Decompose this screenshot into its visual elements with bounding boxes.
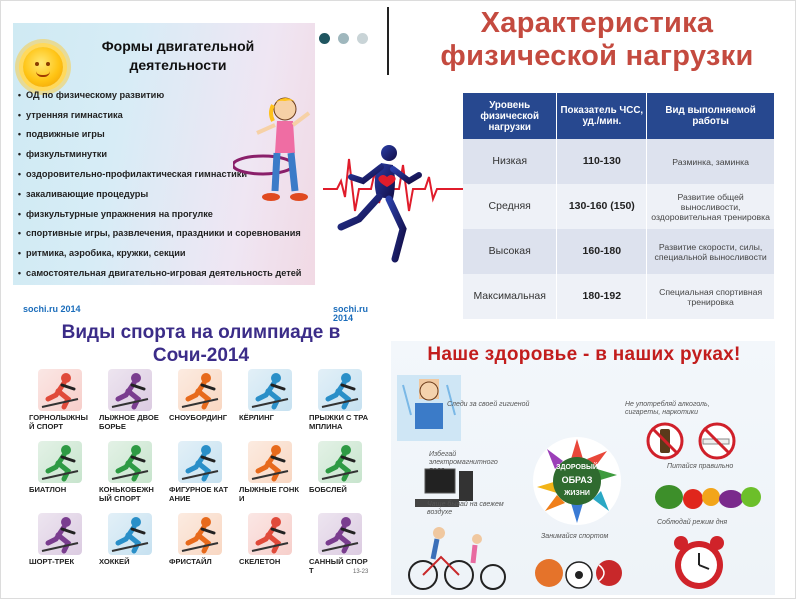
dot-icon — [319, 33, 330, 44]
forms-panel — [13, 23, 315, 285]
bullet-icon: • — [17, 149, 22, 160]
athlete-pictogram-icon — [38, 513, 82, 555]
sport-card — [165, 513, 235, 581]
table-row — [463, 139, 775, 184]
forms-list-label: самостоятельная двигательно-игровая деятельность детей — [26, 268, 302, 279]
table-row — [463, 229, 775, 274]
sport-label: КОНЬКОБЕЖНЫЙ СПОРТ — [99, 485, 154, 503]
sport-label: КЁРЛИНГ — [239, 413, 274, 422]
sport-label: ЛЫЖНЫЕ ГОНКИ — [239, 485, 299, 503]
child-hula-hoop-icon — [233, 95, 315, 215]
heart-rate-cell: 180-192 — [557, 274, 647, 319]
forms-list-label: оздоровительно-профилактическая гимнастики — [26, 169, 247, 180]
olympics-title: Виды спорта на олимпиаде в Сочи-2014 — [61, 322, 341, 366]
forms-list-label: подвижные игры — [26, 129, 105, 140]
athlete-pictogram-icon — [248, 369, 292, 411]
sport-card — [235, 369, 305, 437]
athlete-pictogram-icon — [38, 441, 82, 483]
bullet-icon: • — [17, 129, 22, 140]
sport-card — [25, 441, 95, 509]
athlete-pictogram-icon — [108, 441, 152, 483]
bullet-icon: • — [17, 109, 22, 120]
sport-card — [235, 513, 305, 581]
bullet-icon: • — [17, 188, 22, 199]
athlete-pictogram-icon — [108, 369, 152, 411]
forms-list-item — [13, 243, 313, 263]
athlete-pictogram-icon — [178, 513, 222, 555]
cycling-family-icon — [403, 521, 509, 593]
page-number: 13-23 — [353, 569, 369, 575]
sport-label: ФРИСТАЙЛ — [169, 557, 212, 566]
heart-rate-cell: 160-180 — [557, 229, 647, 274]
athlete-pictogram-icon — [318, 369, 362, 411]
sport-card — [95, 441, 165, 509]
sport-label: СКЕЛЕТОН — [239, 557, 281, 566]
caption-regime: Соблюдай режим дня — [657, 519, 728, 526]
forms-list-label: физкультурные упражнения на прогулке — [26, 208, 213, 219]
caption-no-alcohol: Не употребляй алкоголь, сигареты, наркотики — [625, 401, 710, 416]
athlete-pictogram-icon — [38, 369, 82, 411]
forms-list-label: закаливающие процедуры — [26, 188, 149, 199]
athlete-pictogram-icon — [248, 513, 292, 555]
load-level-cell: Максимальная — [463, 274, 557, 319]
bullet-icon: • — [17, 268, 22, 279]
work-type-cell: Специальная спортивная тренировка — [647, 274, 775, 319]
runner-heartbeat-icon — [323, 141, 465, 267]
slide-dots — [319, 33, 368, 44]
load-table-body — [463, 139, 775, 319]
sports-grid — [25, 369, 375, 581]
forms-list-label: утренняя гимнастика — [26, 109, 123, 120]
sport-label: СНОУБОРДИНГ — [169, 413, 228, 422]
sport-card — [165, 441, 235, 509]
dot-icon — [338, 33, 349, 44]
header-work: Вид выполняемой работы — [647, 93, 775, 139]
load-level-cell: Средняя — [463, 184, 557, 229]
heart-rate-cell: 110-130 — [557, 139, 647, 184]
bullet-icon: • — [17, 248, 22, 259]
forms-title: Формы двигательной деятельности — [101, 38, 255, 73]
bullet-icon: • — [17, 228, 22, 239]
forms-list-label: спортивные игры, развлечения, праздники и соревнования — [26, 228, 301, 239]
table-row — [463, 184, 775, 229]
sport-card — [95, 369, 165, 437]
sport-label: ГОРНОЛЫЖНЫЙ СПОРТ — [29, 413, 88, 431]
sport-card — [235, 441, 305, 509]
sport-label: ФИГУРНОЕ КАТАНИЕ — [169, 485, 228, 503]
sochi-logo-left: sochi.ru 2014 — [23, 304, 81, 314]
circle-text-2: ОБРАЗ — [561, 475, 593, 485]
healthy-lifestyle-hands-icon — [531, 435, 623, 527]
sport-card — [165, 369, 235, 437]
work-type-cell: Развитие скорости, силы, специальной выносливости — [647, 229, 775, 274]
dot-icon — [357, 33, 368, 44]
sport-card — [25, 369, 95, 437]
caption-eat: Питайся правильно — [667, 463, 734, 470]
bullet-icon: • — [17, 208, 22, 219]
sport-label: ШОРТ-ТРЕК — [29, 557, 75, 566]
heart-rate-cell: 130-160 (150) — [557, 184, 647, 229]
load-level-cell: Низкая — [463, 139, 557, 184]
circle-text-1: ЗДОРОВЫЙ — [556, 464, 598, 471]
forms-list-label: ритмика, аэробика, кружки, секции — [26, 248, 186, 259]
work-type-cell: Разминка, заминка — [647, 139, 775, 184]
header-hr: Показатель ЧСС, уд./мин. — [557, 93, 647, 139]
athlete-pictogram-icon — [178, 369, 222, 411]
athlete-pictogram-icon — [318, 513, 362, 555]
forms-list-item — [13, 263, 313, 283]
sport-card — [305, 369, 375, 437]
load-table — [463, 93, 775, 319]
sport-label: БИАТЛОН — [29, 485, 67, 494]
health-title: Наше здоровье - в наших руках! — [427, 344, 741, 365]
sport-card — [305, 441, 375, 509]
health-panel — [391, 341, 775, 595]
sport-card — [95, 513, 165, 581]
athlete-pictogram-icon — [248, 441, 292, 483]
load-level-cell: Высокая — [463, 229, 557, 274]
forms-list-label: физкультминутки — [26, 149, 107, 160]
caption-hygiene: Следи за своей гигиеной — [447, 401, 530, 408]
table-row — [463, 274, 775, 319]
vegetables-icon — [653, 473, 765, 513]
forms-list-item — [13, 224, 313, 244]
divider — [387, 7, 389, 75]
header-level: Уровень физической нагрузки — [463, 93, 557, 139]
sport-balls-icon — [531, 547, 631, 591]
load-title: Характеристика физической нагрузки — [440, 7, 754, 72]
sport-label: ПРЫЖКИ С ТРАМПЛИНА — [309, 413, 369, 431]
bullet-icon: • — [17, 169, 22, 180]
alarm-clock-icon — [667, 533, 731, 593]
olympics-panel — [11, 299, 381, 595]
sport-label: ХОККЕЙ — [99, 557, 130, 566]
sport-label: БОБСЛЕЙ — [309, 485, 347, 494]
sport-label: ЛЫЖНОЕ ДВОЕБОРЬЕ — [99, 413, 159, 431]
athlete-pictogram-icon — [108, 513, 152, 555]
sochi-logo-right: sochi.ru 2014 — [333, 304, 369, 323]
caption-sport: Занимайся спортом — [541, 533, 609, 540]
sport-card — [25, 513, 95, 581]
no-alcohol-smoking-icon — [645, 421, 741, 461]
work-type-cell: Развитие общей выносливости, оздоровительная тренировка — [647, 184, 775, 229]
athlete-pictogram-icon — [318, 441, 362, 483]
caption-fresh-air: Чаще бывай на свежем воздухе — [427, 501, 504, 516]
bullet-icon: • — [17, 89, 22, 100]
sun-icon — [23, 47, 63, 87]
circle-text-3: ЖИЗНИ — [564, 490, 590, 497]
forms-list-label: ОД по физическому развитию — [26, 89, 165, 100]
athlete-pictogram-icon — [178, 441, 222, 483]
table-header-row — [463, 93, 775, 139]
caption-electro: Избегай электромагнитного — [429, 451, 498, 466]
sport-label: САННЫЙ СПОРТ — [309, 557, 368, 575]
